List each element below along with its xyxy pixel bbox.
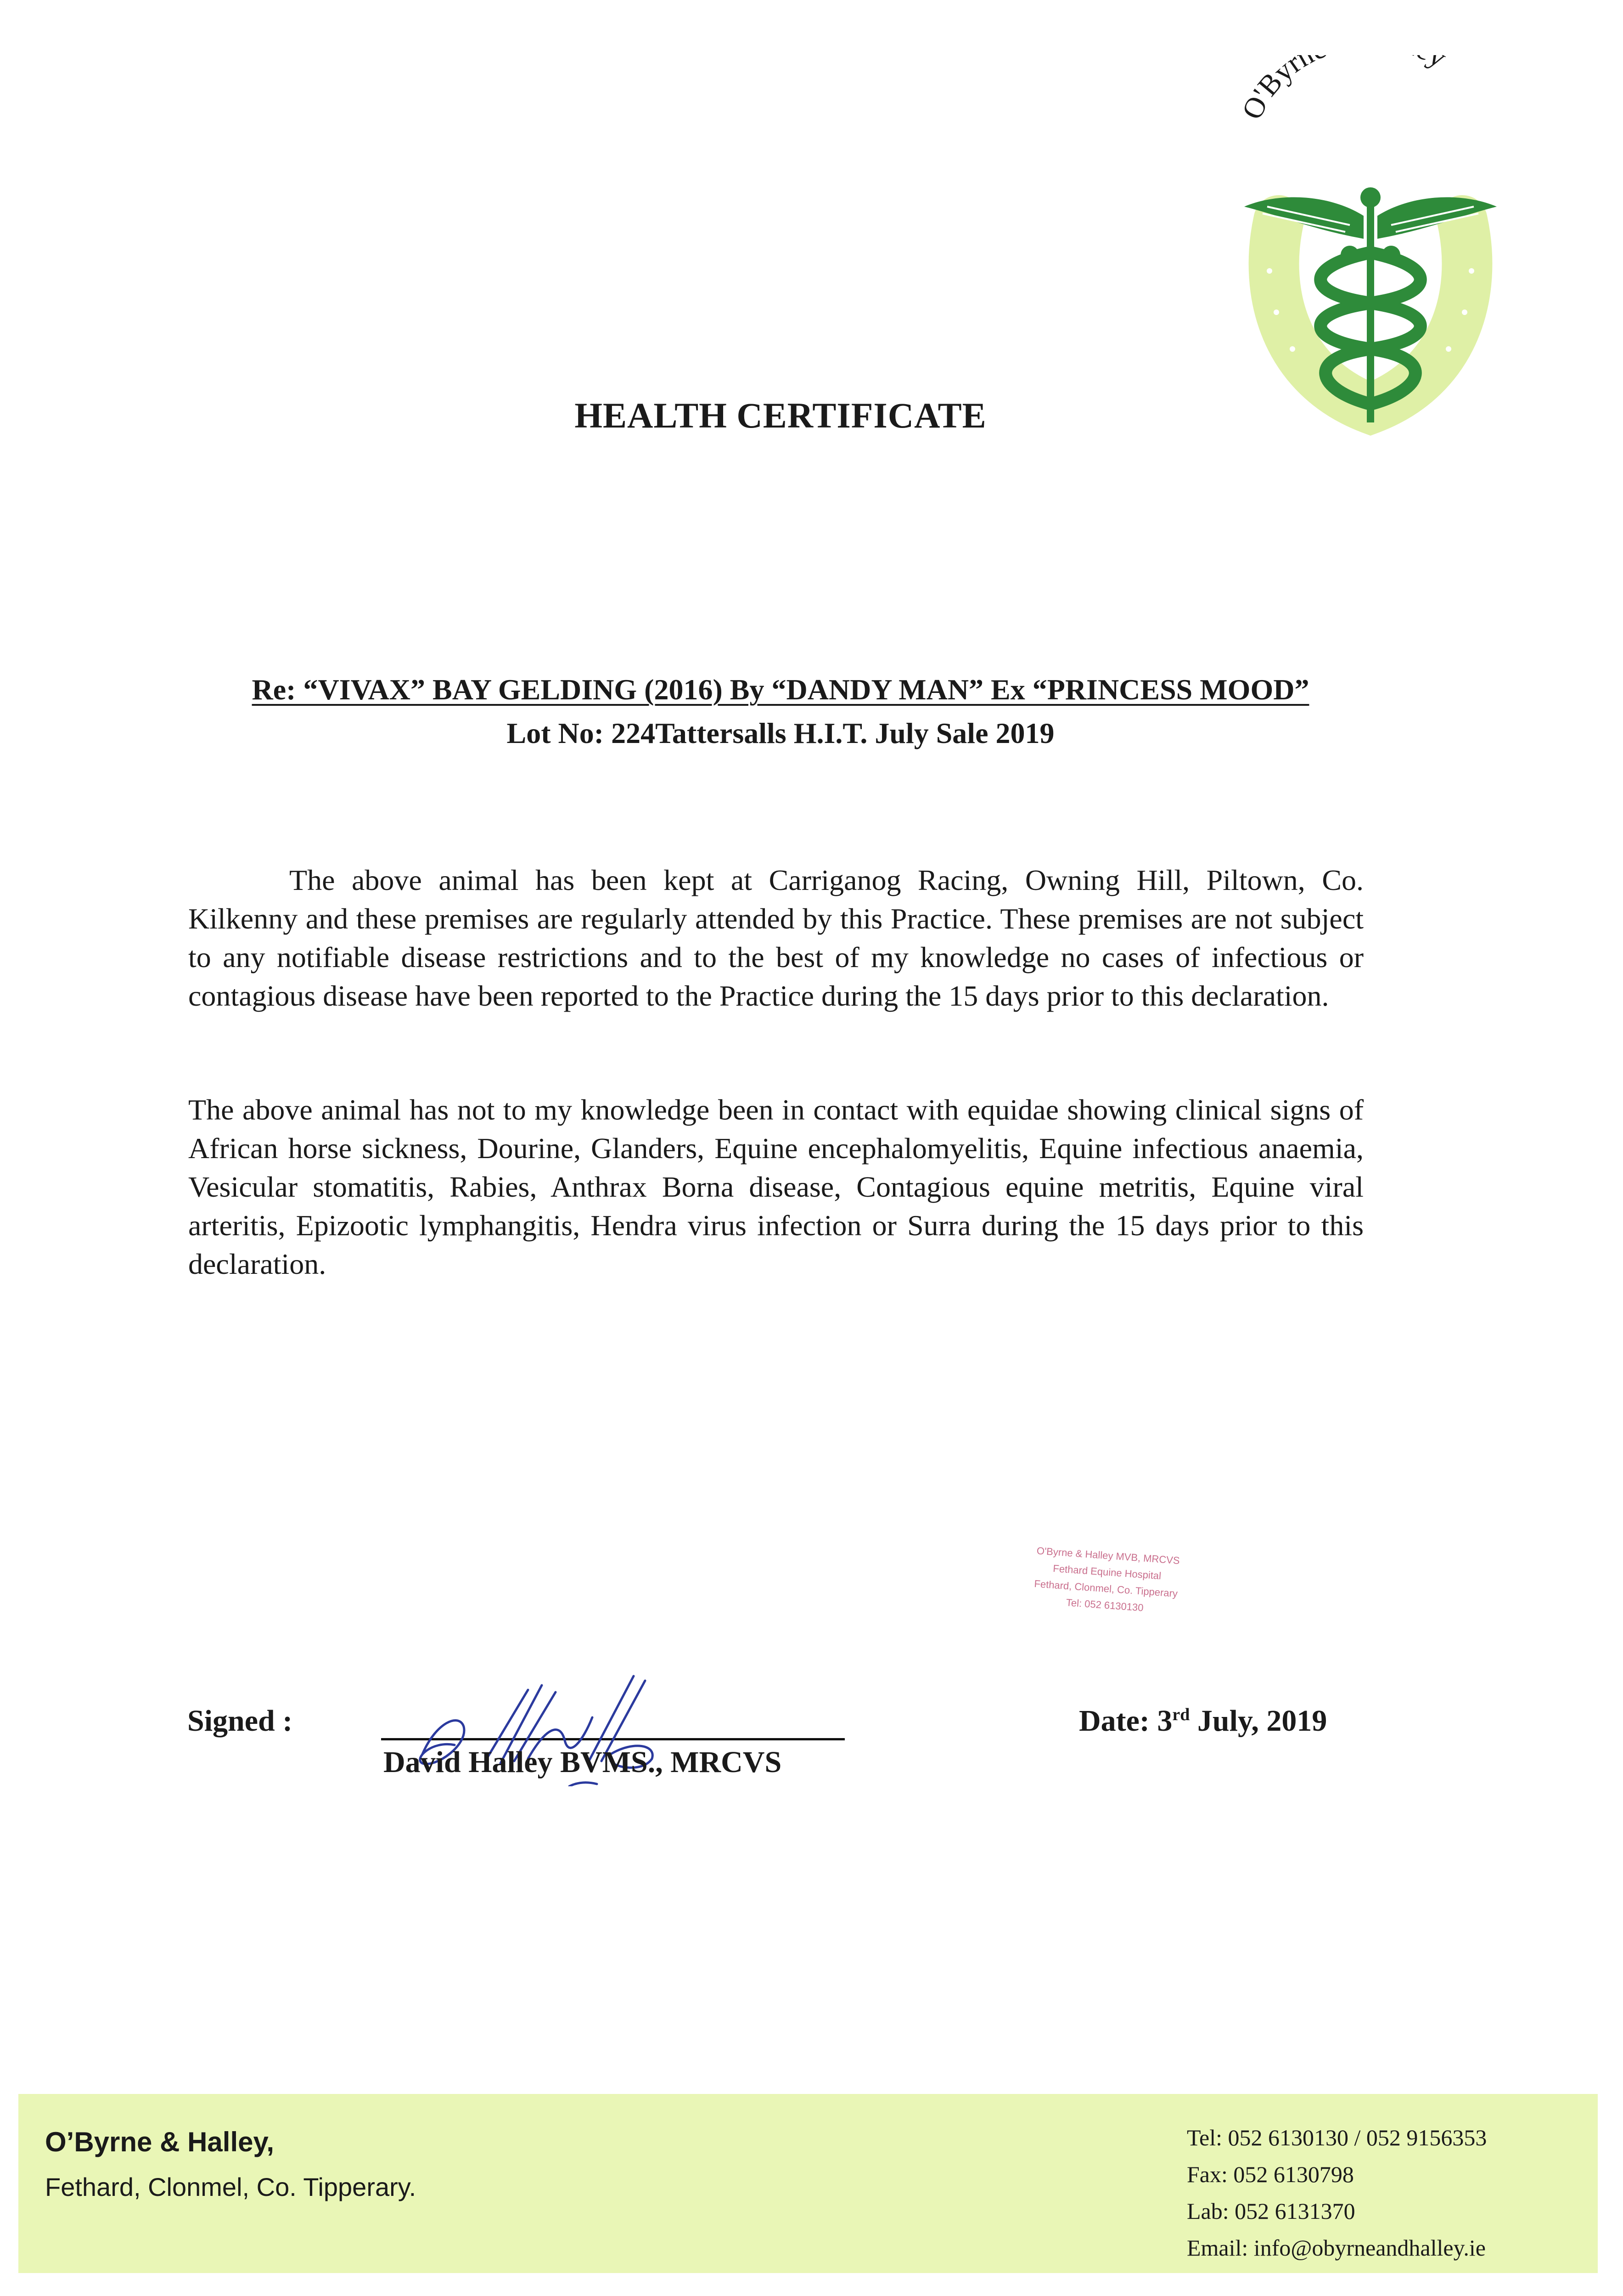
logo-graphic (1212, 55, 1529, 436)
stamp-line: Fethard Equine Hospital (1052, 1562, 1162, 1582)
stamp-line: O'Byrne & Halley MVB, MRCVS (1036, 1545, 1180, 1566)
date-suffix: July, 2019 (1190, 1704, 1327, 1738)
signed-label: Signed : (187, 1704, 293, 1738)
stamp-line: Fethard, Clonmel, Co. Tipperary (1033, 1578, 1178, 1599)
footer-address: Fethard, Clonmel, Co. Tipperary. (45, 2172, 416, 2201)
page-title: HEALTH CERTIFICATE (574, 395, 987, 435)
horse-reference-line: Re: “VIVAX” BAY GELDING (2016) By “DANDY MAN” Ex “PRINCESS MOOD” (252, 673, 1309, 706)
practice-logo (1212, 55, 1529, 436)
disease-contact-paragraph: The above animal has not to my knowledge been in contact with equidae showing clinical signs of African horse sickness, Dourine, Glanders, Equine encephalomyelitis, Equine infectious anaemia, Vesicular stomatitis, Rabies, Anthrax Borna disease, Contagious equine metritis, Equine viral arteritis, Epizootic lymphangitis, Hendra virus infection or Surra during the 15 days prior to this declaration. (188, 1093, 1364, 1280)
footer-email: Email: info@obyrneandhalley.ie (1187, 2235, 1486, 2261)
logo-text: O'Byrn y (1235, 55, 1453, 124)
date-ordinal: rd (1172, 1705, 1190, 1724)
footer-tel: Tel: 052 6130130 / 052 9156353 (1187, 2125, 1487, 2150)
footer-lab: Lab: 052 6131370 (1187, 2198, 1355, 2224)
date-prefix: Date: 3 (1079, 1704, 1173, 1738)
footer-practice-name: O’Byrne & Halley, (45, 2127, 275, 2157)
footer-contact-block (1187, 2119, 1487, 2266)
practice-stamp (999, 1540, 1214, 1621)
certificate-date (1079, 1704, 1327, 1739)
footer-fax: Fax: 052 6130798 (1187, 2161, 1354, 2187)
signer-name: David Halley BVMS., MRCVS (383, 1745, 782, 1779)
stamp-line: Tel: 052 6130130 (1066, 1597, 1144, 1614)
lot-number-line: Lot No: 224Tattersalls H.I.T. July Sale 2019 (506, 717, 1055, 749)
premises-statement-paragraph: The above animal has been kept at Carriganog Racing, Owning Hill, Piltown, Co. Kilkenny and these premises are regularly attended by this Practice. These premises are not subject to any notifiable disease restrictions and to the best of my knowledge no cases of infectious or contagious disease have been reported to the Practice during the 15 days prior to this declaration. (188, 864, 1364, 1012)
letterhead-footer (18, 2094, 1598, 2273)
